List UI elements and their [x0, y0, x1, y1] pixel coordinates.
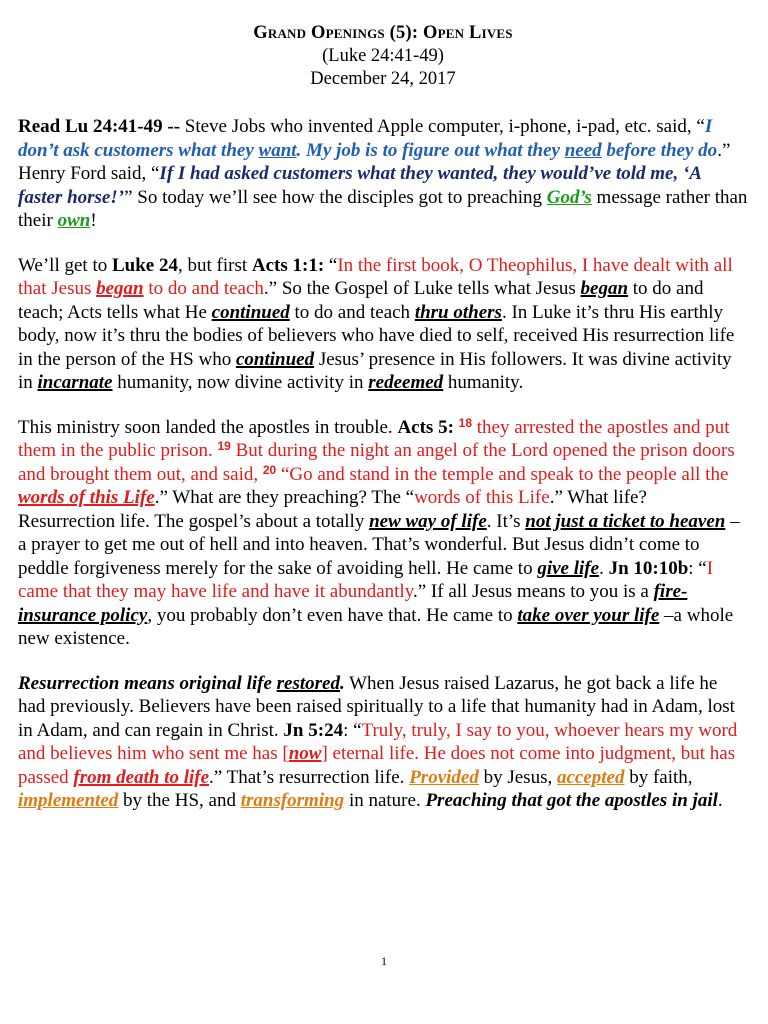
verse-number: 20 [262, 462, 277, 477]
jobs-quote: I don’t ask customers what they want. My job is to figure out what they need before they do [18, 116, 718, 161]
verse-number: 18 [458, 415, 472, 430]
sermon-date: December 24, 2017 [310, 69, 456, 89]
text-run: message rather than their [18, 186, 748, 231]
john-5-quote: Truly, truly, I say to you, whoever hears my word and believes him who sent me has [now] eternal life. He does not come into judgment, but has passed from death to life [18, 719, 738, 788]
ref-acts-1-1: Acts 1:1: [251, 254, 325, 276]
text-run: Steve Jobs who invented Apple computer, i-phone, i-pad, etc. said, “ [180, 116, 705, 137]
text-run: .” Henry Ford said, “ [18, 139, 731, 184]
paragraph-resurrection: Resurrection means original life restored. When Jesus raised Lazarus, he got back a life he had previously. Believers have been raised spiritually to a life that humanity had in Adam, lost in Adam, and can regain in Christ. Jn 5:24: “Truly, truly, I say to you, whoever hears my word and believes him who sent me has [now] eternal life. He does not come into judgment, but has passed from death to life.” That’s resurrection life. Provided by Jesus, accepted by faith, implemented by the HS, and transforming in nature. Preaching that got the apostles in jail. [18, 672, 738, 811]
ref-john-5: Jn 5:24 [283, 719, 344, 741]
acts-5-quote: $^{18}$ they arrested the apostles and put them in the public prison. $^{19}$ But during the night an angel of the Lord opened the prison doors and brought them out, and said, $^{20}$ “Go and stand in the temple and speak to the people all the words of this Life [18, 415, 735, 508]
sermon-title: Grand Openings (5): Open Lives [253, 23, 513, 43]
verse-number: 19 [217, 439, 231, 453]
page-number: 1 [381, 954, 387, 968]
ref-acts-5: Acts 5: [397, 416, 454, 438]
paragraph-ministry: This ministry soon landed the apostles in trouble. Acts 5: $^{18}$ they arrested the apostles and put them in the public prison. $^{19}$ But during the night an angel of the Lord opened the prison doors and brought them out, and said, $^{20}$ “Go and stand in the temple and speak to the people all the words of this Life.” What are they preaching? The “words of this Life.” What life? Resurrection life. The gospel’s about a totally new way of life. It’s not just a ticket to heaven – a prayer to get me out of hell and into heaven. That’s wonderful. But Jesus didn’t come to peddle forgiveness merely for the sake of avoiding hell. He came to give life. Jn 10:10b: “I came that they may have life and have it abundantly.” If all Jesus means to you is a fire-insurance policy, you probably don’t even have that. He came to take over your life –a whole new existence. [18, 415, 740, 649]
ford-quote: If I had asked customers what they wanted, they would’ve told me, ‘A faster horse!’ [18, 163, 701, 208]
reading-reference: Read Lu 24:41-49 -- [18, 116, 181, 137]
scripture-reference: (Luke 24:41-49) [322, 46, 444, 66]
paragraph-intro: Read Lu 24:41-49 -- Steve Jobs who invented Apple computer, i-phone, i-pad, etc. said, “I don’t ask customers what they want. My job is to figure out what they need before they do.” Henry Ford said, “If I had asked customers what they wanted, they would’ve told me, ‘A faster horse!’” So today we’ll see how the disciples got to preaching God’s message rather than their own! [18, 116, 748, 231]
emphasis-own: own [57, 210, 91, 231]
text-run: ” So today we’ll see how the disciples got to preaching [124, 186, 547, 208]
paragraph-acts: We’ll get to Luke 24, but first Acts 1:1: “In the first book, O Theophilus, I have dealt with all that Jesus began to do and teach.” So the Gospel of Luke tells what Jesus began to do and teach; Acts tells what He continued to do and teach thru others. In Luke it’s thru His earthly body, now it’s thru the bodies of believers who have died to self, received His resurrection life in the person of the HS who continued Jesus’ presence in His followers. It was divine activity in incarnate humanity, now divine activity in redeemed humanity. [18, 254, 735, 393]
emphasis-heading: Resurrection means original life [18, 672, 277, 694]
ref-john-10: Jn 10:10b [608, 557, 689, 579]
sermon-header [18, 22, 748, 91]
emphasis-gods: God’s [546, 186, 592, 208]
acts-quote: In the first book, O Theophilus, I have dealt with all that Jesus began to do and teach [18, 254, 733, 299]
john-10-quote: I came that they may have life and have it abundantly [18, 557, 714, 602]
document-page [18, 22, 748, 834]
ref-luke-24: Luke 24 [111, 254, 178, 276]
